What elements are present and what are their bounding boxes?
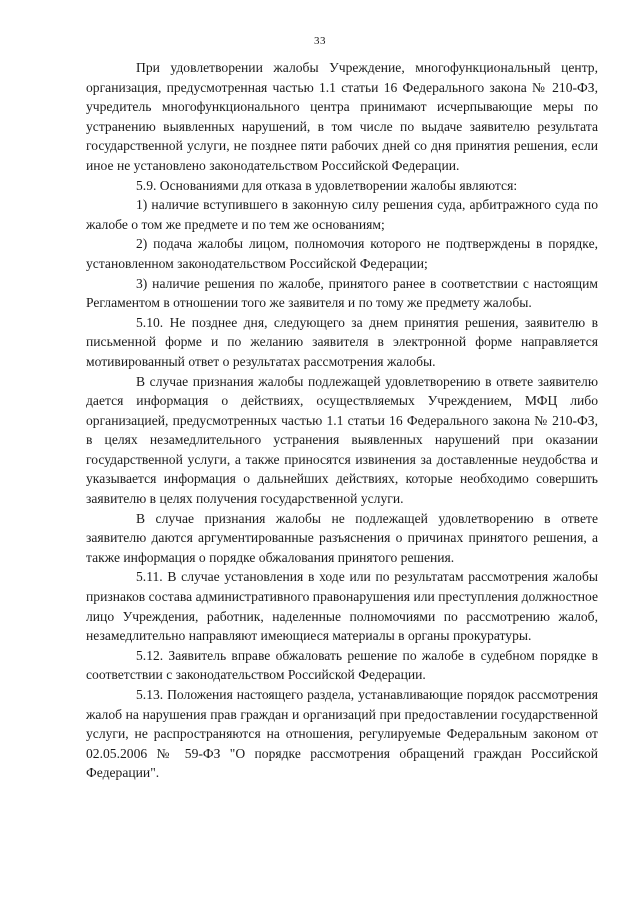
paragraph-5-11-violations: 5.11. В случае установления в ходе или по результатам рассмотрения жалобы признаков состава административного правонарушения или преступления должностное лицо Учреждения, работник, наделенные полномочиями по рассмотрению жалоб, незамедлительно направляют имеющиеся материалы в органы прокуратуры. [86, 569, 598, 644]
paragraph-refusal-ground-2: 2) подача жалобы лицом, полномочия которого не подтверждены в порядке, установленном законодательством Российской Федерации; [86, 236, 598, 271]
paragraph-5-10-response: 5.10. Не позднее дня, следующего за днем принятия решения, заявителю в письменной форме и по желанию заявителя в электронной форме направляется мотивированный ответ о результатах рассмотрения жалобы. [86, 314, 598, 369]
paragraph-refusal-ground-3: 3) наличие решения по жалобе, принятого ранее в соответствии с настоящим Регламентом в отношении того же заявителя и по тому же предмету жалобы. [86, 275, 598, 311]
page-number: 33 [314, 35, 326, 47]
paragraph-5-13-scope: 5.13. Положения настоящего раздела, устанавливающие порядок рассмотрения жалоб на нарушения прав граждан и организаций при предоставлении государственной услуги, не распространяются на отношения, регулируемые Федеральным законом от 02.05.2006 № 59-ФЗ "О порядке рассмотрения обращений граждан Российской Федерации". [86, 687, 598, 781]
paragraph-5-9-refusal-grounds: 5.9. Основаниями для отказа в удовлетворении жалобы являются: [136, 177, 518, 193]
document-body [86, 58, 598, 783]
paragraph-complaint-upheld: В случае признания жалобы подлежащей удовлетворению в ответе заявителю дается информация о действиях, осуществляемых Учреждением, МФЦ либо организацией, предусмотренных частью 1.1 статьи 16 Федерального закона № 210-ФЗ, в целях незамедлительного устранения выявленных нарушений при оказании государственной услуги, а также приносятся извинения за доставленные неудобства и указывается информация о дальнейших действиях, которые необходимо совершить заявителю в целях получения государственной услуги. [86, 373, 598, 507]
paragraph-satisfaction-measures: При удовлетворении жалобы Учреждение, многофункциональный центр, организация, предусмотренная частью 1.1 статьи 16 Федерального закона № 210-ФЗ, учредитель многофункционального центра принимают исчерпывающие меры по устранению выявленных нарушений, в том числе по выдаче заявителю результата государственной услуги, не позднее пяти рабочих дней со дня принятия решения, если иное не установлено законодательством Российской Федерации. [86, 60, 598, 173]
paragraph-5-12-court-appeal: 5.12. Заявитель вправе обжаловать решение по жалобе в судебном порядке в соответствии с законодательством Российской Федерации. [86, 647, 598, 683]
paragraph-complaint-rejected: В случае признания жалобы не подлежащей удовлетворению в ответе заявителю даются аргументированные разъяснения о причинах принятого решения, а также информация о порядке обжалования принятого решения. [86, 510, 598, 565]
paragraph-refusal-ground-1: 1) наличие вступившего в законную силу решения суда, арбитражного суда по жалобе о том же предмете и по тем же основаниям; [86, 197, 598, 232]
